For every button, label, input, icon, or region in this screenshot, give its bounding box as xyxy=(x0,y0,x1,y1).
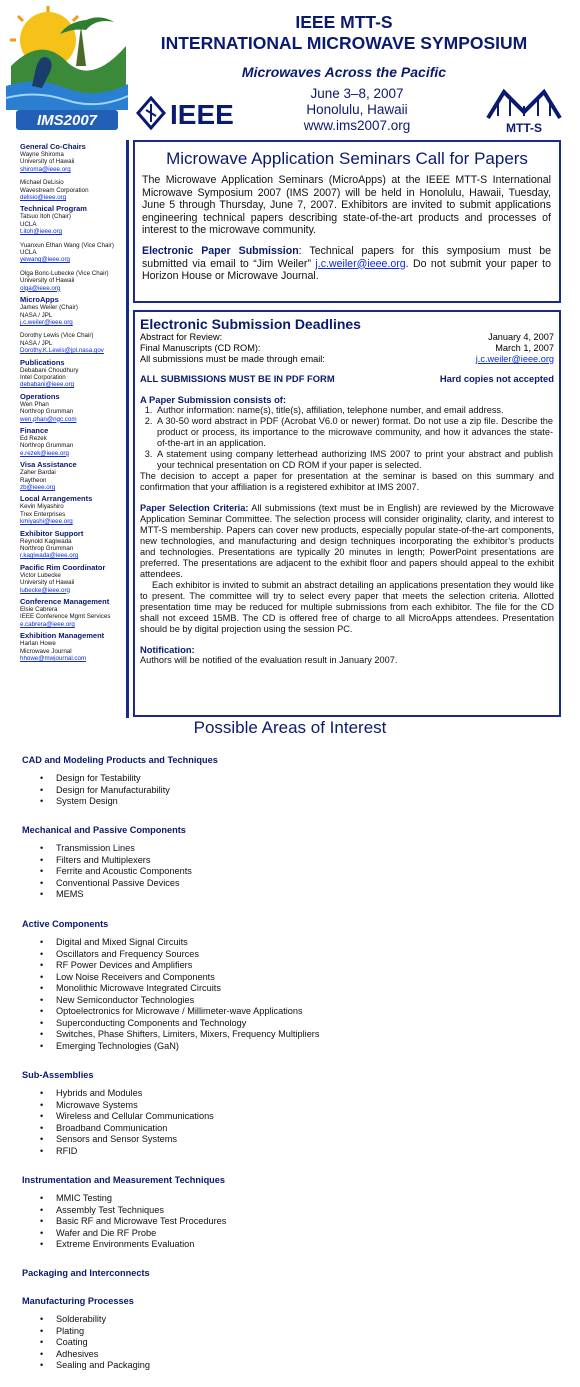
committee-email-link[interactable]: lubecke@ieee.org xyxy=(20,586,70,594)
committee-member-name: Dorothy Lewis (Vice Chair) xyxy=(20,332,94,340)
area-item: • Low Noise Receivers and Components xyxy=(40,972,319,984)
committee-email-link[interactable]: delisio@ieee.org xyxy=(20,194,67,202)
area-item: • Assembly Test Techniques xyxy=(40,1205,226,1217)
committee-entry xyxy=(20,204,126,235)
committee-member-affiliation: Wavestream Corporation xyxy=(20,186,89,194)
committee-member-name: Yuanxun Ethan Wang (Vice Chair) xyxy=(20,241,114,249)
consists-heading: A Paper Submission consists of: xyxy=(140,394,287,405)
areas-title: Possible Areas of Interest xyxy=(193,718,387,737)
area-item: • Microwave Systems xyxy=(40,1100,214,1112)
criteria-text: All submissions (text must be in English) are reviewed by the Microwave Application Seminar Committee. The selection process will consider originality, clarity, and interest to MTT-S membership. Papers can cover new products, especially popular state-of-the-art components, new technologies, and manufacturing and design techniques incorporating the exhibitor’s products and technologies. Presentations are typically 20 minutes in length; PowerPoint presentations are preferred. The presentations are adjacent to the exhibit floor and papers should appeal to the exhibit attendees. xyxy=(140,503,555,579)
deadline-value: March 1, 2007 xyxy=(495,343,554,353)
area-item: • Optoelectronics for Microwave / Millimeter-wave Applications xyxy=(40,1006,319,1018)
committee-email-link[interactable]: r.kagiwada@ieee.org xyxy=(20,552,79,560)
committee-member-name: Tatsuo Itoh (Chair) xyxy=(20,213,71,221)
committee-role-heading: Publications xyxy=(20,357,65,367)
committee-member-name: James Weiler (Chair) xyxy=(20,304,78,312)
area-item-list xyxy=(40,1193,226,1251)
mtts-logo xyxy=(484,86,564,134)
area-item: • Emerging Technologies (GaN) xyxy=(40,1041,319,1053)
call-intro: The Microwave Application Seminars (MicroApps) at the IEEE MTT-S International Microwave Symposium 2007 (IMS 2007) will be held in Honolulu, Hawaii, Tuesday, June 5 through Thursday, June 7, 2007. Exhibitors are invited to submit applications engineering technical papers describing state-of-the-art products and processes of interest to the microwave community. xyxy=(142,174,551,237)
committee-role-heading: Local Arrangements xyxy=(20,494,93,504)
area-item: • Basic RF and Microwave Test Procedures xyxy=(40,1216,226,1228)
hardcopy-notice: Hard copies not accepted xyxy=(439,373,554,384)
committee-entry xyxy=(20,494,126,525)
svg-text:IMS2007: IMS2007 xyxy=(36,112,98,129)
area-item: • Wireless and Cellular Communications xyxy=(40,1111,214,1123)
deadlines-title: Electronic Submission Deadlines xyxy=(140,316,361,332)
area-item: • Superconducting Components and Technology xyxy=(40,1018,319,1030)
committee-role-heading: MicroApps xyxy=(20,295,59,305)
area-item: • Design for Testability xyxy=(40,773,170,785)
committee-member-affiliation: Northrop Grumman xyxy=(20,442,74,450)
committee-role-heading: Finance xyxy=(20,425,49,435)
committee-email-link[interactable]: e.rezek@ieee.org xyxy=(20,449,69,457)
committee-entry xyxy=(20,392,126,423)
area-item: • Sensors and Sensor Systems xyxy=(40,1134,214,1146)
notification-text: Authors will be notified of the evaluation result in January 2007. xyxy=(140,655,398,665)
committee-sidebar xyxy=(20,142,126,666)
area-item: • Solderability xyxy=(40,1314,150,1326)
svg-text:IEEE: IEEE xyxy=(170,99,234,130)
committee-entry xyxy=(20,239,126,264)
area-item-list xyxy=(40,1088,214,1157)
area-item: • Transmission Lines xyxy=(40,843,192,855)
committee-member-affiliation: Northrop Grumman xyxy=(20,545,74,553)
area-item: • Wafer and Die RF Probe xyxy=(40,1228,226,1240)
area-category-heading: Instrumentation and Measurement Techniques xyxy=(22,1175,226,1185)
electronic-submission-para xyxy=(142,245,551,283)
eps-email-link[interactable]: j.c.weiler@ieee.org xyxy=(315,257,406,270)
committee-email-link[interactable]: j.c.weiler@ieee.org xyxy=(20,318,73,326)
committee-role-heading: Pacific Rim Coordinator xyxy=(20,562,106,572)
committee-member-name: Olga Boric-Lubecke (Vice Chair) xyxy=(20,269,109,277)
ieee-logo xyxy=(136,96,240,130)
committee-entry xyxy=(20,529,126,560)
committee-member-name: Kevin Miyashiro xyxy=(20,503,64,511)
decision-text: The decision to accept a paper for presentation at the seminar is based on this summary and confirmation that your affiliation is a registered exhibitor at IMS 2007. xyxy=(140,471,554,492)
area-item: • Hybrids and Modules xyxy=(40,1088,214,1100)
committee-email-link[interactable]: Dorothy.K.Lewis@jpl.nasa.gov xyxy=(20,347,104,355)
area-item: • Filters and Multiplexers xyxy=(40,855,192,867)
committee-member-name: Harlan Howe xyxy=(20,640,56,648)
committee-member-name: Ed Rezek xyxy=(20,434,47,442)
committee-entry xyxy=(20,142,126,173)
area-item: • Coating xyxy=(40,1337,150,1349)
area-item: • MEMS xyxy=(40,889,192,901)
area-item: • Conventional Passive Devices xyxy=(40,878,192,890)
area-item: • RF Power Devices and Amplifiers xyxy=(40,960,319,972)
committee-member-name: Debabani Choudhury xyxy=(20,366,79,374)
committee-entry xyxy=(20,176,126,201)
area-item: • New Semiconductor Technologies xyxy=(40,995,319,1007)
committee-role-heading: Technical Program xyxy=(20,204,87,214)
committee-role-heading: Operations xyxy=(20,391,60,401)
website[interactable]: www.ims2007.org xyxy=(303,118,411,133)
committee-member-affiliation: Raytheon xyxy=(20,476,47,484)
committee-member-name: Michael DeLisio xyxy=(20,179,64,187)
area-category-heading: Manufacturing Processes xyxy=(22,1296,134,1306)
deadlines-box xyxy=(133,310,561,717)
area-item: • System Design xyxy=(40,796,170,808)
committee-entry xyxy=(20,631,126,662)
committee-email-link[interactable]: yewang@ieee.org xyxy=(20,256,70,264)
title-line1: IEEE MTT-S xyxy=(295,12,393,32)
exhibitor-text: Each exhibitor is invited to submit an abstract detailing an applications presentation they would like to present. The committee will try to select every paper that meets the selection criteria. Allotted presentation time may be reduced for multiple submissions from each exhibitor. The file for the CD shall not exceed 15MB. The CD is offered free of charge to all MicroApps attendees. Presentation should be by digital projection using the session PC. xyxy=(140,580,554,634)
requirement-item: 2. A 30-50 word abstract in PDF (Acrobat V6.0 or newer) format. Do not use a zip file. Describe the product or process, its importance to the microwave community, and how it advances the state-of-the-art in an application. xyxy=(155,416,553,449)
committee-member-name: Victor Lubecke xyxy=(20,571,61,579)
criteria-para xyxy=(140,503,554,580)
committee-member-affiliation: University of Hawaii xyxy=(20,579,75,587)
committee-member-affiliation: UCLA xyxy=(20,249,37,257)
committee-email-link[interactable]: hhowe@mwjournal.com xyxy=(20,655,87,663)
committee-entry xyxy=(20,426,126,457)
deadline-row xyxy=(140,343,554,354)
ims2007-logo xyxy=(6,6,128,132)
deadline-label: Abstract for Review: xyxy=(140,332,223,342)
committee-member-affiliation: UCLA xyxy=(20,220,37,228)
deadline-label: Final Manuscripts (CD ROM): xyxy=(140,343,261,353)
call-title: Microwave Application Seminars Call for Papers xyxy=(166,149,528,168)
call-for-papers-box xyxy=(133,140,561,303)
committee-entry xyxy=(20,597,126,628)
pdf-notice-row xyxy=(140,373,554,384)
committee-member-affiliation: University of Hawaii xyxy=(20,158,75,166)
committee-email-link[interactable]: e.cabrera@ieee.org xyxy=(20,620,75,628)
committee-member-affiliation: Microwave Journal xyxy=(20,647,72,655)
committee-email-link[interactable]: shiroma@ieee.org xyxy=(20,165,71,173)
committee-email-link[interactable]: debabani@ieee.org xyxy=(20,381,75,389)
committee-role-heading: Visa Assistance xyxy=(20,460,77,470)
committee-entry xyxy=(20,460,126,491)
area-category-heading: Sub-Assemblies xyxy=(22,1070,94,1080)
deadline-value: January 4, 2007 xyxy=(488,332,554,342)
committee-entry xyxy=(20,563,126,594)
header xyxy=(0,0,580,138)
committee-member-name: Wayne Shiroma xyxy=(20,151,64,158)
area-category-heading: Mechanical and Passive Components xyxy=(22,825,186,835)
area-item: • Plating xyxy=(40,1326,150,1338)
committee-member-affiliation: Intel Corporation xyxy=(20,373,66,381)
location: Honolulu, Hawaii xyxy=(306,102,408,117)
area-item: • Monolithic Microwave Integrated Circuits xyxy=(40,983,319,995)
committee-role-heading: General Co-Chairs xyxy=(20,142,86,151)
area-item: • MMIC Testing xyxy=(40,1193,226,1205)
area-item: • Switches, Phase Shifters, Limiters, Mixers, Frequency Multipliers xyxy=(40,1029,319,1041)
area-category-heading: CAD and Modeling Products and Techniques xyxy=(22,755,218,765)
area-item: • Extreme Environments Evaluation xyxy=(40,1239,226,1251)
area-item: • Ferrite and Acoustic Components xyxy=(40,866,192,878)
criteria-label: Paper Selection Criteria: xyxy=(140,503,249,513)
committee-member-name: Reynold Kagiwada xyxy=(20,537,72,545)
svg-text:MTT-S: MTT-S xyxy=(506,121,542,134)
notification-heading: Notification: xyxy=(140,644,195,655)
committee-member-name: Zaher Bardai xyxy=(20,469,56,477)
requirement-item: 3. A statement using company letterhead authorizing IMS 2007 to print your abstract and publish your technical presentation on CD ROM if your paper is selected. xyxy=(155,449,553,471)
deadline-row xyxy=(140,354,554,365)
committee-entry xyxy=(20,267,126,292)
title-line2: INTERNATIONAL MICROWAVE SYMPOSIUM xyxy=(160,33,528,53)
committee-entry xyxy=(20,295,126,326)
area-item-list xyxy=(40,1314,150,1372)
committee-email-link[interactable]: wen.phan@ngc.com xyxy=(20,415,77,423)
area-category-heading: Active Components xyxy=(22,919,109,929)
committee-member-name: Elsie Cabrera xyxy=(20,606,58,614)
committee-role-heading: Conference Management xyxy=(20,597,110,607)
area-item: • Oscillators and Frequency Sources xyxy=(40,949,319,961)
eps-label: Electronic Paper Submission xyxy=(142,244,299,257)
committee-entry xyxy=(20,358,126,389)
area-item: • RFID xyxy=(40,1146,214,1158)
area-item: • Digital and Mixed Signal Circuits xyxy=(40,937,319,949)
committee-role-heading: Exhibition Management xyxy=(20,631,105,641)
requirement-item: 1. Author information: name(s), title(s), affiliation, telephone number, and email address. xyxy=(155,405,553,416)
eps-text: : Technical papers for this symposium must be submitted via email to “Jim Weiler” xyxy=(142,244,551,270)
committee-member-affiliation: University of Hawaii xyxy=(20,277,75,285)
area-item: • Design for Manufacturability xyxy=(40,785,170,797)
committee-member-affiliation: Northrop Grumman xyxy=(20,408,74,416)
deadline-label: All submissions must be made through email: xyxy=(140,354,325,364)
committee-member-affiliation: NASA / JPL xyxy=(20,311,53,319)
area-item-list xyxy=(40,937,319,1052)
area-item: • Adhesives xyxy=(40,1349,150,1361)
committee-role-heading: Exhibitor Support xyxy=(20,528,84,538)
dates: June 3–8, 2007 xyxy=(310,86,404,101)
requirements-list xyxy=(155,405,553,471)
committee-email-link[interactable]: zb@ieee.org xyxy=(20,484,56,491)
committee-entry xyxy=(20,329,126,354)
committee-email-link[interactable]: t.itoh@ieee.org xyxy=(20,228,63,236)
committee-member-affiliation: NASA / JPL xyxy=(20,339,53,347)
area-item: • Sealing and Packaging xyxy=(40,1360,150,1372)
committee-member-name: Wen Phan xyxy=(20,400,49,408)
area-item: • Broadband Communication xyxy=(40,1123,214,1135)
tagline: Microwaves Across the Pacific xyxy=(241,64,447,80)
eps-text-after: . Do not submit your paper to Horizon House or Microwave Journal. xyxy=(142,257,551,283)
sidebar-divider xyxy=(126,140,129,718)
deadline-row xyxy=(140,332,554,343)
area-category-heading: Packaging and Interconnects xyxy=(22,1268,150,1278)
pdf-notice: ALL SUBMISSIONS MUST BE IN PDF FORM xyxy=(140,373,335,384)
committee-member-affiliation: IEEE Conference Mgmt Services xyxy=(20,613,111,621)
committee-email-link[interactable]: kmiyashi@ieee.org xyxy=(20,518,73,526)
committee-email-link[interactable]: olga@ieee.org xyxy=(20,284,61,292)
committee-member-affiliation: Trex Enterprises xyxy=(20,510,66,518)
submission-email-link[interactable]: j.c.weiler@ieee.org xyxy=(475,354,554,364)
area-item-list xyxy=(40,773,170,808)
area-item-list xyxy=(40,843,192,901)
